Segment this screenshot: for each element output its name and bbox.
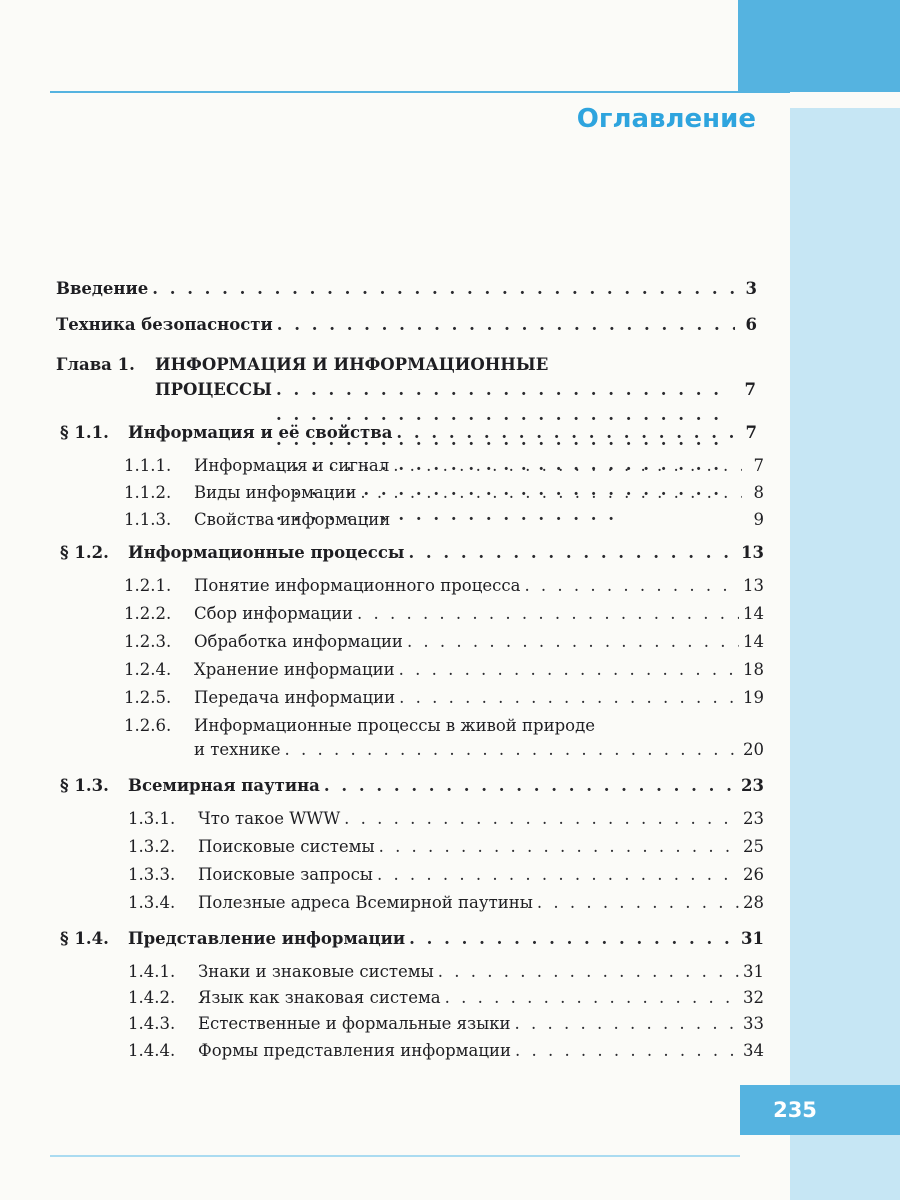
toc-section-1-4[interactable] <box>60 929 764 949</box>
item-number: 1.4.3. <box>128 1014 176 1033</box>
section-page: 7 <box>745 423 757 442</box>
toc-item-1-2-5[interactable] <box>124 688 764 708</box>
dot-leader <box>277 315 735 335</box>
dot-leader <box>407 632 739 652</box>
item-number: 1.3.1. <box>128 809 176 828</box>
dot-leader <box>285 740 739 760</box>
page-number: 235 <box>773 1098 817 1122</box>
item-page: 32 <box>743 988 764 1007</box>
dot-leader <box>445 988 739 1008</box>
toc-item-1-3-3[interactable] <box>128 865 764 885</box>
dot-leader <box>399 660 739 680</box>
item-title: Сбор информации <box>194 604 353 623</box>
item-title: Хранение информации <box>194 660 395 679</box>
toc-entry-page: 3 <box>745 279 757 298</box>
item-page: 34 <box>743 1041 764 1060</box>
toc-item-1-1-3[interactable] <box>124 510 764 530</box>
item-number: 1.2.4. <box>124 660 172 679</box>
toc-section-1-3[interactable] <box>60 776 764 796</box>
item-page: 25 <box>743 837 764 856</box>
toc-section-1-2[interactable] <box>60 543 764 563</box>
dot-leader <box>524 576 739 596</box>
toc-item-1-2-2[interactable] <box>124 604 764 624</box>
section-title: Информационные процессы <box>128 543 405 562</box>
item-title: Виды информации <box>194 483 357 502</box>
dot-leader <box>357 604 739 624</box>
chapter-page: 7 <box>744 380 756 399</box>
section-number: § 1.1. <box>60 423 109 442</box>
item-page: 19 <box>743 688 764 707</box>
toc-item-1-2-1[interactable] <box>124 576 764 596</box>
chapter-prefix: Глава 1. <box>56 355 135 374</box>
section-title: Всемирная паутина <box>128 776 320 795</box>
dot-leader <box>393 456 742 476</box>
item-page: 7 <box>753 456 764 475</box>
item-page: 13 <box>743 576 764 595</box>
dot-leader <box>438 962 739 982</box>
item-title: Обработка информации <box>194 632 403 651</box>
page-title: Оглавление <box>576 104 756 134</box>
section-number: § 1.4. <box>60 929 109 948</box>
dot-leader <box>537 893 739 913</box>
dot-leader <box>399 688 739 708</box>
item-number: 1.2.6. <box>124 716 172 735</box>
item-page: 33 <box>743 1014 764 1033</box>
item-title: Информационные процессы в живой природе <box>194 716 596 735</box>
toc-item-1-4-4[interactable] <box>128 1041 764 1061</box>
header-rule <box>50 91 790 93</box>
toc-section-1-1[interactable] <box>60 423 757 443</box>
section-number: § 1.2. <box>60 543 109 562</box>
dot-leader <box>515 1041 739 1061</box>
page-number-block <box>740 1085 900 1135</box>
section-page: 31 <box>741 929 764 948</box>
item-page: 14 <box>743 604 764 623</box>
margin-accent-strip <box>790 108 900 1200</box>
chapter-title-line2: ПРОЦЕССЫ <box>155 380 272 399</box>
item-page: 20 <box>743 740 764 759</box>
item-title: Передача информации <box>194 688 396 707</box>
item-title: Что такое WWW <box>198 809 341 828</box>
toc-item-1-1-1[interactable] <box>124 456 764 476</box>
toc-item-1-4-3[interactable] <box>128 1014 764 1034</box>
section-title: Представление информации <box>128 929 406 948</box>
toc-item-1-3-1[interactable] <box>128 809 764 829</box>
toc-entry-page: 6 <box>745 315 757 334</box>
item-page: 9 <box>753 510 764 529</box>
item-number: 1.4.1. <box>128 962 176 981</box>
item-title: Поисковые запросы <box>198 865 373 884</box>
item-title: Информация и сигнал <box>194 456 390 475</box>
item-number: 1.2.3. <box>124 632 172 651</box>
toc-entry-title: Техника безопасности <box>56 315 273 334</box>
item-number: 1.1.2. <box>124 483 172 502</box>
item-number: 1.2.1. <box>124 576 172 595</box>
footer-rule <box>50 1155 740 1157</box>
toc-item-1-2-4[interactable] <box>124 660 764 680</box>
item-title-continued: и технике <box>194 740 281 759</box>
section-title: Информация и её свойства <box>128 423 393 442</box>
chapter-title-line1: ИНФОРМАЦИЯ И ИНФОРМАЦИОННЫЕ <box>155 355 549 374</box>
dot-leader <box>409 929 737 949</box>
dot-leader <box>360 483 742 503</box>
dot-leader <box>152 279 735 299</box>
item-title: Свойства информации <box>194 510 391 529</box>
dot-leader <box>324 776 737 796</box>
item-number: 1.3.4. <box>128 893 176 912</box>
item-number: 1.2.2. <box>124 604 172 623</box>
item-title: Знаки и знаковые системы <box>198 962 434 981</box>
item-page: 14 <box>743 632 764 651</box>
dot-leader <box>396 423 735 443</box>
dot-leader <box>379 837 739 857</box>
item-number: 1.3.3. <box>128 865 176 884</box>
section-page: 23 <box>741 776 764 795</box>
item-number: 1.1.3. <box>124 510 172 529</box>
item-number: 1.4.4. <box>128 1041 176 1060</box>
item-number: 1.4.2. <box>128 988 176 1007</box>
item-title: Понятие информационного процесса <box>194 576 521 595</box>
item-page: 31 <box>743 962 764 981</box>
item-title: Полезные адреса Всемирной паутины <box>198 893 533 912</box>
item-page: 23 <box>743 809 764 828</box>
toc-item-1-2-3[interactable] <box>124 632 764 652</box>
item-title: Формы представления информации <box>198 1041 511 1060</box>
item-page: 8 <box>753 483 764 502</box>
section-page: 13 <box>741 543 764 562</box>
item-number: 1.2.5. <box>124 688 172 707</box>
item-page: 26 <box>743 865 764 884</box>
toc-item-1-3-2[interactable] <box>128 837 764 857</box>
toc-entry-safety[interactable] <box>56 315 757 335</box>
item-number: 1.1.1. <box>124 456 172 475</box>
toc-item-1-2-6-continued[interactable] <box>194 740 764 760</box>
toc-item-1-1-2[interactable] <box>124 483 764 503</box>
toc-item-1-3-4[interactable] <box>128 893 764 913</box>
item-title: Естественные и формальные языки <box>198 1014 511 1033</box>
dot-leader <box>344 809 739 829</box>
item-page: 28 <box>743 893 764 912</box>
dot-leader <box>377 865 739 885</box>
dot-leader <box>515 1014 739 1034</box>
item-page: 18 <box>743 660 764 679</box>
item-title: Поисковые системы <box>198 837 375 856</box>
dot-leader <box>408 543 737 563</box>
corner-accent-block <box>738 0 900 92</box>
toc-item-1-4-1[interactable] <box>128 962 764 982</box>
toc-entry-title: Введение <box>56 279 149 298</box>
dot-leader <box>276 377 734 527</box>
toc-item-1-4-2[interactable] <box>128 988 764 1008</box>
toc-entry-intro[interactable] <box>56 279 757 299</box>
item-number: 1.3.2. <box>128 837 176 856</box>
item-title: Язык как знаковая система <box>198 988 441 1007</box>
toc-item-1-2-6[interactable] <box>124 716 764 736</box>
section-number: § 1.3. <box>60 776 109 795</box>
